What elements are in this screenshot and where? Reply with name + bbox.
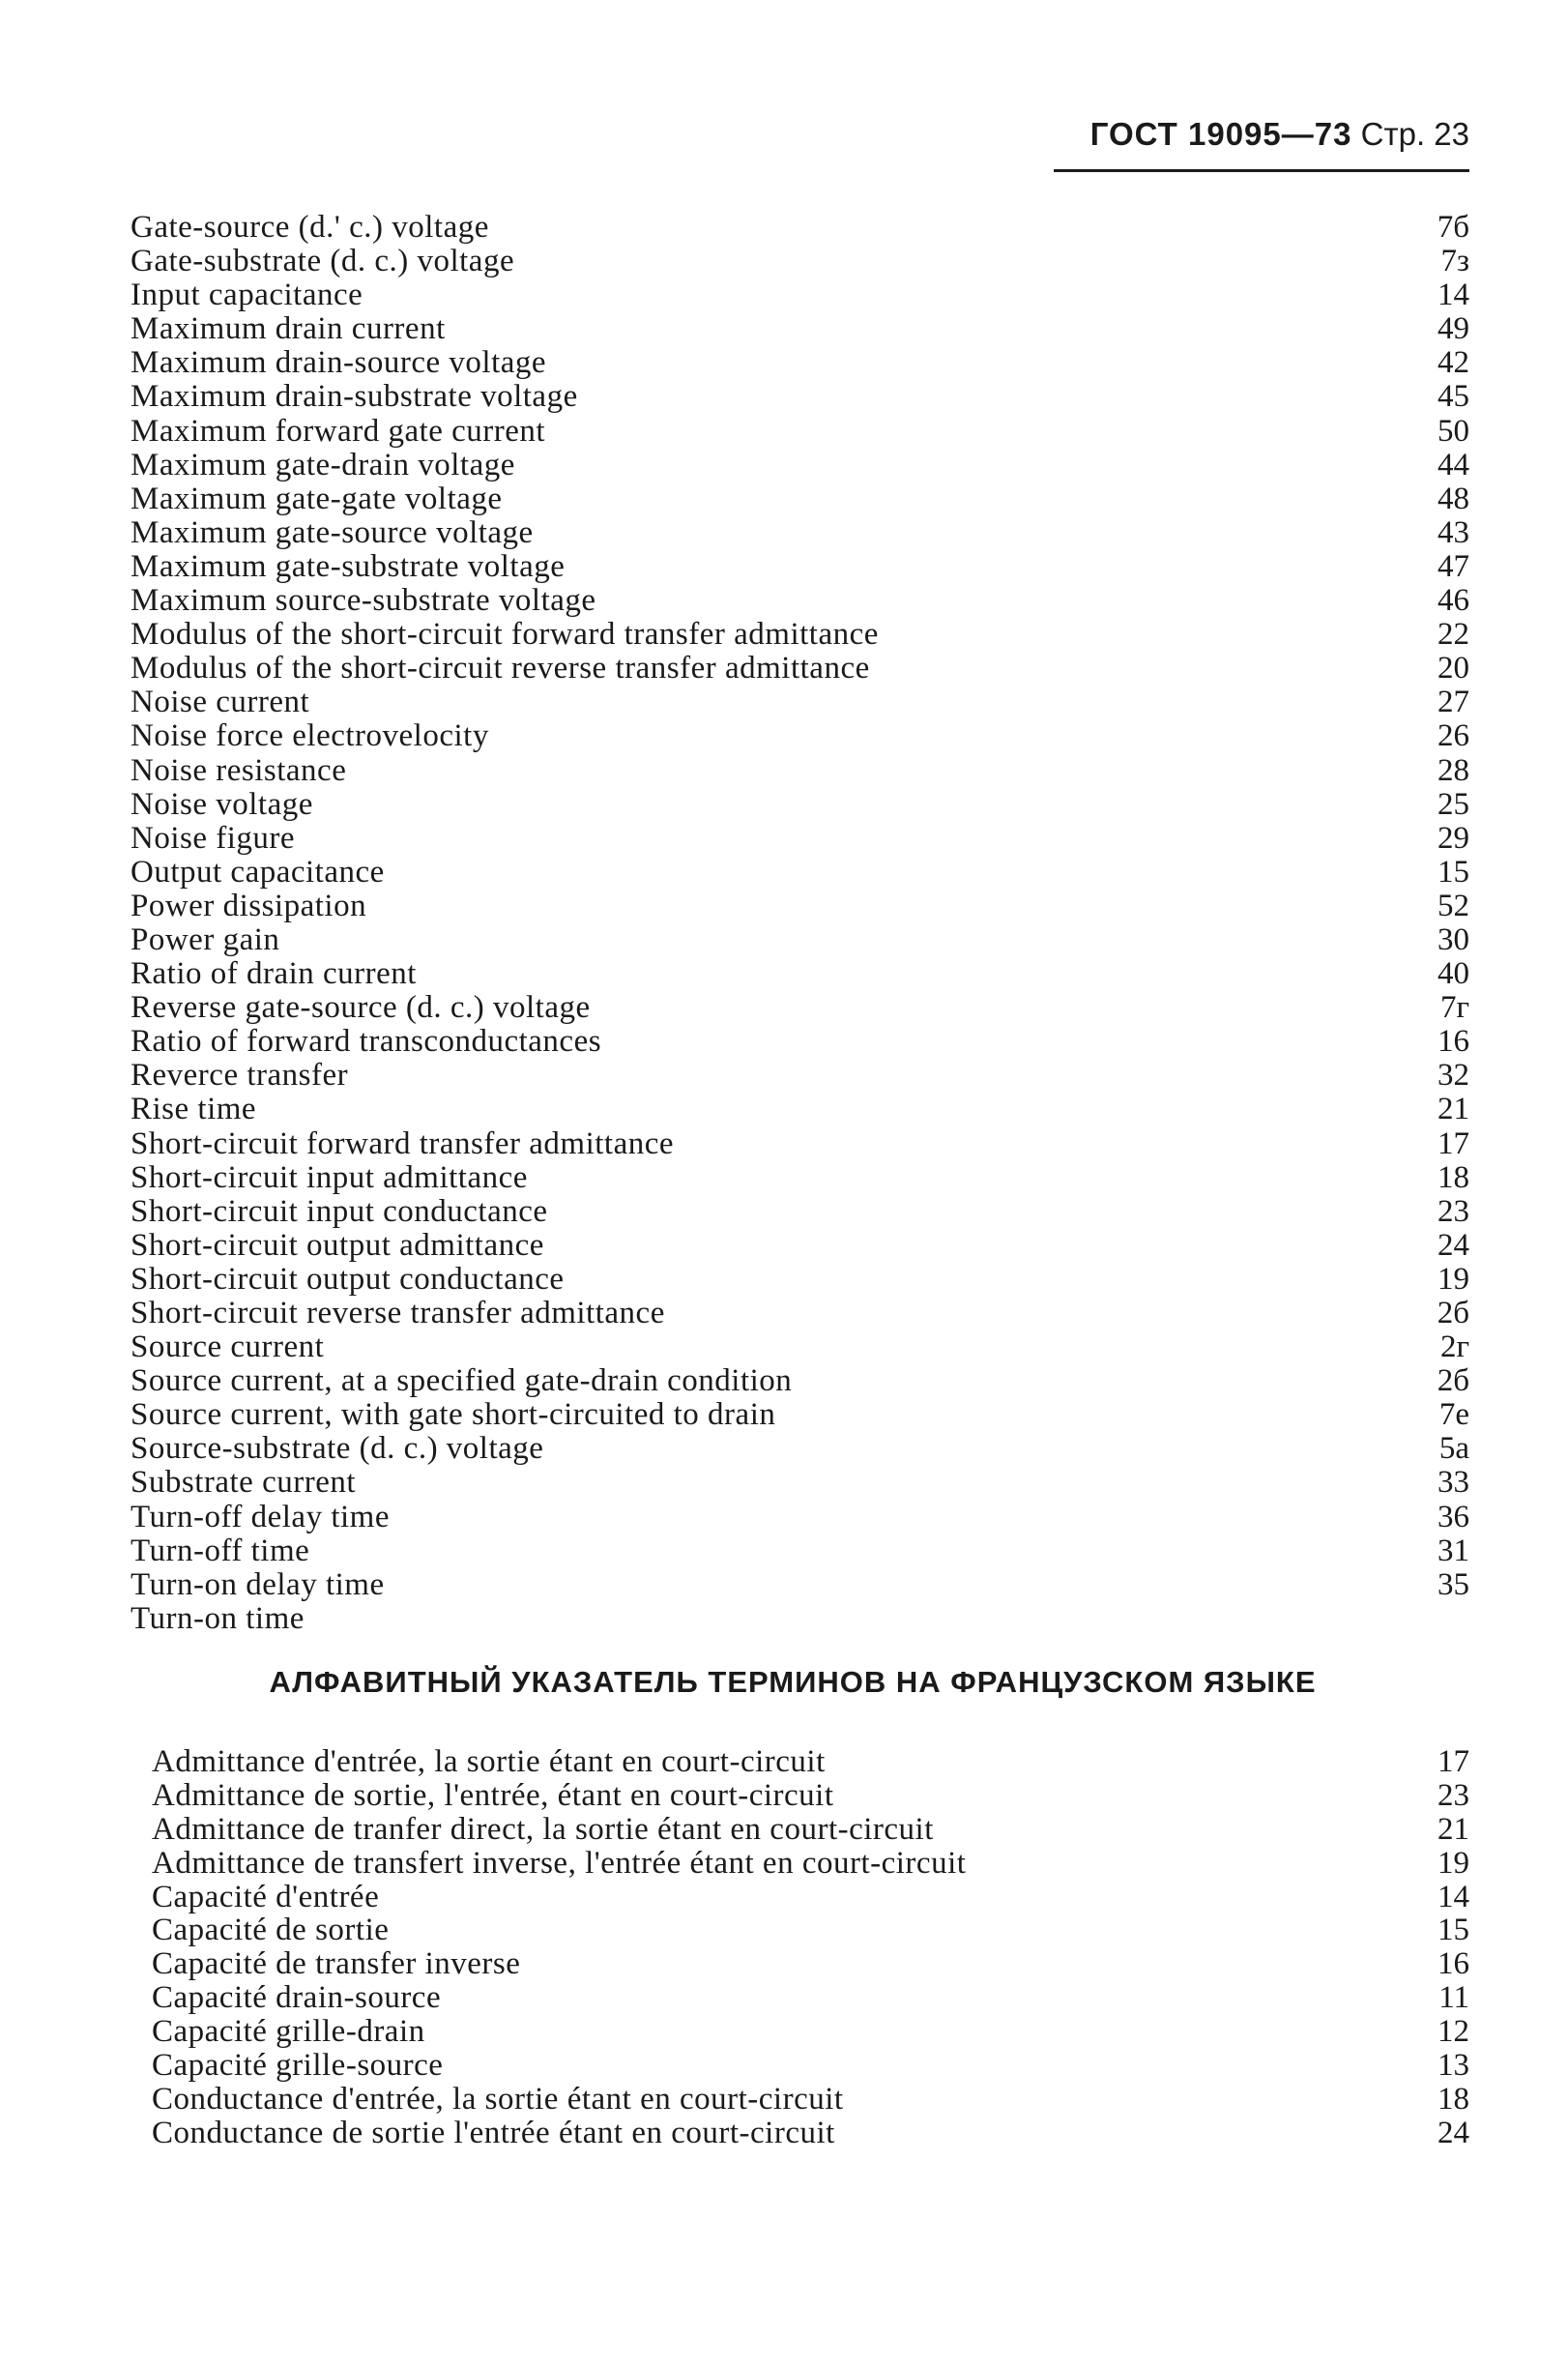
french-term-row	[152, 1981, 1469, 2015]
term-text: Conductance de sortie l'entrée étant en court-circuit	[152, 2115, 835, 2150]
term-reference-number: 21	[1437, 1811, 1469, 1847]
english-term-row	[131, 1093, 1469, 1126]
english-term-row	[131, 1263, 1469, 1297]
term-text: Noise force electrovelocity	[131, 718, 489, 754]
term-reference-number: 21	[1437, 1092, 1469, 1127]
french-term-row	[152, 2015, 1469, 2049]
term-reference-number: 20	[1437, 651, 1469, 686]
term-reference-number: 19	[1437, 1261, 1469, 1297]
term-reference-number: 15	[1437, 854, 1469, 890]
term-text: Admittance de tranfer direct, la sortie étant en court-circuit	[152, 1811, 934, 1847]
term-reference-number: 7з	[1440, 244, 1469, 279]
term-text: Modulus of the short-circuit forward transfer admittance	[131, 617, 879, 653]
english-term-row	[131, 822, 1469, 856]
term-reference-number: 15	[1437, 1913, 1469, 1948]
term-reference-number: 17	[1437, 1125, 1469, 1161]
term-text: Gate-source (d.' c.) voltage	[131, 210, 489, 245]
english-term-row	[131, 1534, 1469, 1568]
english-term-row	[131, 211, 1469, 245]
french-term-row	[152, 1813, 1469, 1847]
term-text: Noise voltage	[131, 786, 313, 822]
term-reference-number: 7б	[1437, 210, 1469, 245]
french-index-title: АЛФАВИТНЫЙ УКАЗАТЕЛЬ ТЕРМИНОВ НА ФРАНЦУЗСКОМ ЯЗЫКЕ	[269, 1665, 1317, 1699]
english-term-index	[131, 211, 1469, 1636]
french-term-row	[152, 2049, 1469, 2083]
term-text: Reverce transfer	[131, 1058, 349, 1094]
term-text: Short-circuit input conductance	[131, 1193, 548, 1229]
english-term-row	[131, 957, 1469, 991]
page-header	[1054, 116, 1469, 153]
term-reference-number: 22	[1437, 617, 1469, 653]
term-text: Short-circuit output admittance	[131, 1227, 544, 1263]
french-term-row	[152, 1881, 1469, 1914]
page-number: 23	[1434, 116, 1469, 152]
english-term-row	[131, 618, 1469, 652]
french-term-row	[152, 1745, 1469, 1779]
term-text: Capacité drain-source	[152, 1980, 442, 2016]
english-term-row	[131, 312, 1469, 346]
term-text: Turn-on delay time	[131, 1566, 385, 1602]
term-reference-number: 14	[1437, 1879, 1469, 1914]
term-reference-number: 11	[1438, 1980, 1469, 2016]
english-term-row	[131, 346, 1469, 380]
term-text: Ratio of drain current	[131, 956, 417, 992]
english-term-row	[131, 380, 1469, 414]
english-term-row	[131, 1330, 1469, 1364]
english-term-row	[131, 278, 1469, 312]
term-text: Admittance de sortie, l'entrée, étant en court-circuit	[152, 1777, 834, 1813]
term-reference-number: 7г	[1439, 990, 1469, 1026]
term-text: Gate-substrate (d. c.) voltage	[131, 244, 515, 279]
term-text: Capacité grille-source	[152, 2048, 444, 2084]
term-reference-number: 13	[1437, 2048, 1469, 2084]
term-text: Noise resistance	[131, 752, 347, 788]
term-reference-number: 18	[1437, 2081, 1469, 2117]
english-term-row	[131, 482, 1469, 516]
english-term-row	[131, 415, 1469, 449]
term-reference-number: 14	[1437, 277, 1469, 313]
term-text: Turn-off time	[131, 1533, 310, 1568]
english-term-row	[131, 1059, 1469, 1093]
english-term-row	[131, 1161, 1469, 1195]
term-reference-number: 52	[1437, 888, 1469, 923]
english-term-row	[131, 923, 1469, 957]
french-term-row	[152, 2117, 1469, 2150]
term-reference-number: 16	[1437, 1946, 1469, 1982]
term-reference-number: 27	[1437, 685, 1469, 720]
term-reference-number: 26	[1437, 718, 1469, 754]
term-reference-number: 45	[1437, 379, 1469, 415]
english-term-row	[131, 991, 1469, 1025]
term-text: Capacité d'entrée	[152, 1879, 380, 1914]
term-text: Conductance d'entrée, la sortie étant en court-circuit	[152, 2081, 844, 2117]
term-text: Ratio of forward transconductances	[131, 1024, 602, 1060]
term-reference-number: 18	[1437, 1159, 1469, 1195]
french-term-row	[152, 1947, 1469, 1981]
term-reference-number: 42	[1437, 345, 1469, 381]
english-term-row	[131, 719, 1469, 753]
term-reference-number: 16	[1437, 1024, 1469, 1060]
term-reference-number: 29	[1437, 820, 1469, 856]
term-reference-number: 19	[1437, 1845, 1469, 1881]
term-reference-number: 43	[1437, 514, 1469, 550]
term-text: Modulus of the short-circuit reverse transfer admittance	[131, 651, 870, 686]
term-text: Maximum gate-drain voltage	[131, 447, 515, 482]
english-term-row	[131, 584, 1469, 618]
english-term-row	[131, 754, 1469, 788]
french-term-index	[152, 1745, 1469, 2150]
term-reference-number: 2б	[1437, 1363, 1469, 1399]
term-reference-number: 47	[1437, 548, 1469, 584]
english-term-row	[131, 1195, 1469, 1229]
english-term-row	[131, 1229, 1469, 1263]
english-term-row	[131, 1364, 1469, 1398]
english-term-row	[131, 652, 1469, 686]
term-text: Noise figure	[131, 820, 296, 856]
english-term-row	[131, 516, 1469, 550]
term-text: Maximum drain-substrate voltage	[131, 379, 578, 415]
term-text: Source current	[131, 1329, 325, 1365]
english-term-row	[131, 1297, 1469, 1330]
term-text: Output capacitance	[131, 854, 385, 890]
term-text: Source current, at a specified gate-drain condition	[131, 1363, 793, 1399]
term-text: Maximum gate-source voltage	[131, 514, 534, 550]
french-term-row	[152, 1913, 1469, 1947]
english-term-row	[131, 1432, 1469, 1466]
standard-number: ГОСТ 19095—73	[1089, 116, 1352, 152]
page-label: Стр.	[1360, 116, 1426, 152]
term-text: Substrate current	[131, 1465, 357, 1501]
term-text: Power dissipation	[131, 888, 367, 923]
term-reference-number: 12	[1437, 2014, 1469, 2050]
term-reference-number: 40	[1437, 956, 1469, 992]
english-term-row	[131, 245, 1469, 278]
english-term-row	[131, 1568, 1469, 1602]
term-text: Short-circuit forward transfer admittance	[131, 1125, 675, 1161]
term-text: Reverse gate-source (d. c.) voltage	[131, 990, 591, 1026]
term-reference-number: 2б	[1437, 1296, 1469, 1330]
term-reference-number: 7е	[1438, 1397, 1469, 1433]
term-reference-number: 49	[1437, 311, 1469, 347]
term-reference-number: 30	[1437, 921, 1469, 957]
term-reference-number: 24	[1437, 2115, 1469, 2150]
term-reference-number: 50	[1437, 413, 1469, 449]
term-text: Short-circuit reverse transfer admittance	[131, 1296, 665, 1330]
term-reference-number: 44	[1437, 447, 1469, 482]
term-reference-number: 35	[1437, 1566, 1469, 1602]
term-reference-number: 33	[1437, 1465, 1469, 1501]
term-reference-number: 23	[1437, 1777, 1469, 1813]
term-text: Input capacitance	[131, 277, 363, 313]
term-reference-number: 36	[1437, 1499, 1469, 1534]
term-text: Power gain	[131, 921, 280, 957]
term-text: Capacité de sortie	[152, 1913, 390, 1948]
term-reference-number: 46	[1437, 583, 1469, 619]
english-term-row	[131, 788, 1469, 822]
term-text: Turn-off delay time	[131, 1499, 390, 1534]
term-text: Admittance de transfert inverse, l'entrée étant en court-circuit	[152, 1845, 967, 1881]
term-text: Capacité grille-drain	[152, 2014, 425, 2050]
english-term-row	[131, 890, 1469, 923]
french-term-row	[152, 2083, 1469, 2117]
term-reference-number: 28	[1437, 752, 1469, 788]
term-reference-number: 23	[1437, 1193, 1469, 1229]
english-term-row	[131, 1398, 1469, 1432]
term-text: Rise time	[131, 1092, 257, 1127]
term-text: Maximum forward gate current	[131, 413, 546, 449]
term-text: Source-substrate (d. c.) voltage	[131, 1431, 544, 1467]
term-reference-number: 24	[1437, 1227, 1469, 1263]
english-term-row	[131, 1127, 1469, 1161]
english-term-row	[131, 856, 1469, 890]
english-term-row	[131, 1501, 1469, 1534]
term-reference-number: 32	[1437, 1058, 1469, 1094]
term-text: Source current, with gate short-circuited to drain	[131, 1397, 776, 1433]
english-term-row	[131, 1025, 1469, 1059]
term-text: Maximum source-substrate voltage	[131, 583, 596, 619]
term-text: Maximum gate-substrate voltage	[131, 548, 566, 584]
english-term-row	[131, 449, 1469, 482]
french-term-row	[152, 1779, 1469, 1813]
term-text: Maximum gate-gate voltage	[131, 481, 503, 516]
term-reference-number: 17	[1437, 1744, 1469, 1779]
english-term-row	[131, 1466, 1469, 1500]
term-text: Short-circuit output conductance	[131, 1261, 565, 1297]
term-text: Maximum drain current	[131, 311, 446, 347]
term-text: Maximum drain-source voltage	[131, 345, 547, 381]
french-term-row	[152, 1847, 1469, 1881]
term-text: Admittance d'entrée, la sortie étant en court-circuit	[152, 1744, 826, 1779]
term-reference-number: 31	[1437, 1533, 1469, 1568]
english-term-row	[131, 686, 1469, 719]
term-reference-number: 25	[1437, 786, 1469, 822]
term-reference-number: 5а	[1438, 1431, 1469, 1467]
header-rule	[1054, 169, 1469, 172]
english-term-row	[131, 1602, 1469, 1636]
term-reference-number: 48	[1437, 481, 1469, 516]
english-term-row	[131, 550, 1469, 584]
term-text: Turn-on time	[131, 1600, 305, 1636]
term-reference-number: 2г	[1439, 1329, 1469, 1365]
term-text: Short-circuit input admittance	[131, 1159, 528, 1195]
term-text: Capacité de transfer inverse	[152, 1946, 521, 1982]
term-text: Noise current	[131, 685, 310, 720]
